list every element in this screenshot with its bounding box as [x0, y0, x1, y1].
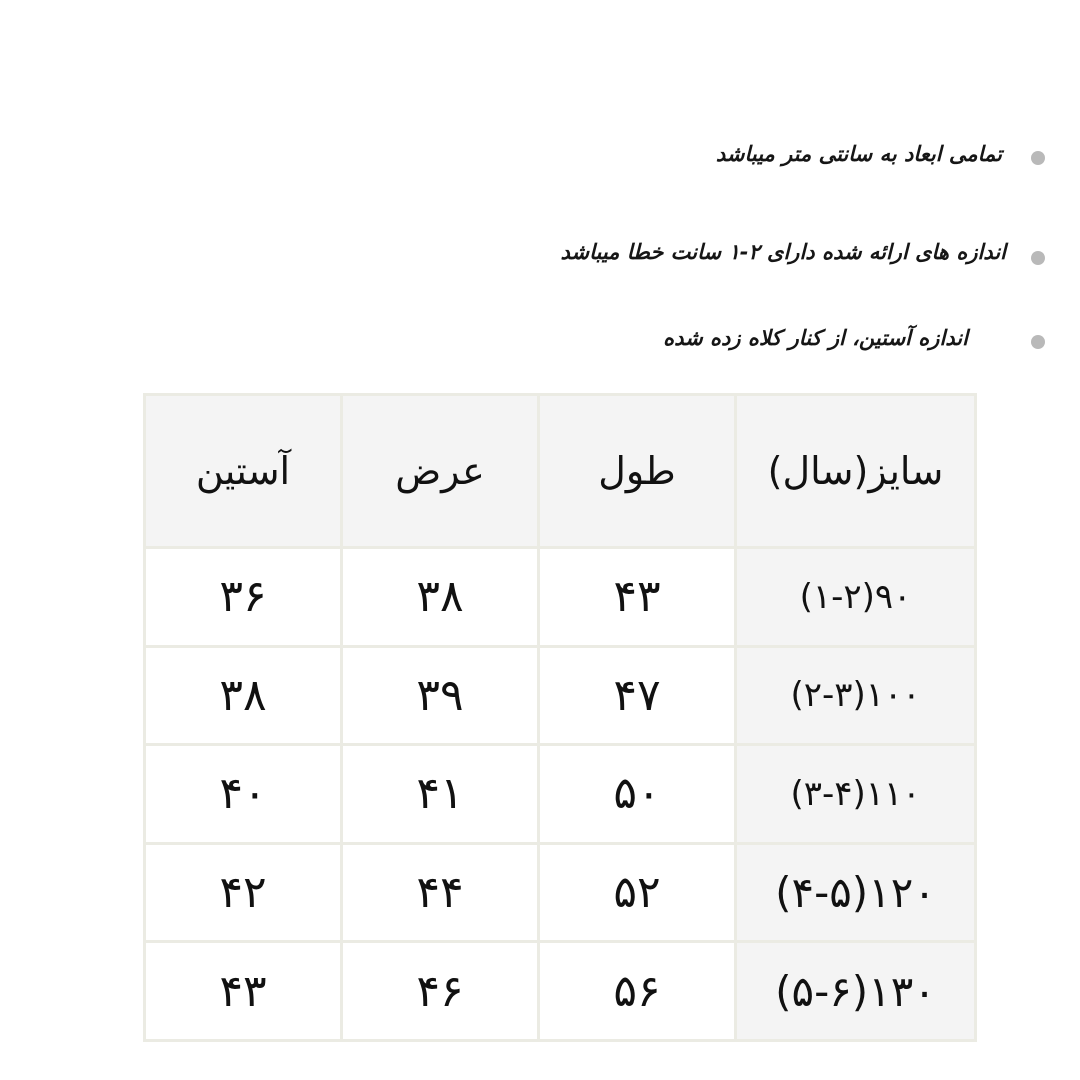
size-cell: ۱۱۰(۳-۴) [736, 745, 976, 844]
length-cell: ۵۲ [539, 843, 736, 942]
sleeve-cell: ۴۲ [145, 843, 342, 942]
table-row [145, 942, 976, 1041]
length-cell: ۴۳ [539, 548, 736, 647]
width-cell: ۴۶ [342, 942, 539, 1041]
sleeve-cell: ۴۰ [145, 745, 342, 844]
note-item [716, 142, 1002, 166]
table-row [145, 843, 976, 942]
size-cell: ۱۰۰(۲-۳) [736, 646, 976, 745]
size-chart-table [143, 393, 977, 1042]
sleeve-cell: ۳۶ [145, 548, 342, 647]
header-width: عرض [342, 395, 539, 548]
width-cell: ۳۹ [342, 646, 539, 745]
size-cell: ۹۰(۱-۲) [736, 548, 976, 647]
note-text: تمامی ابعاد به سانتی متر میباشد [715, 142, 1002, 166]
length-cell: ۴۷ [539, 646, 736, 745]
width-cell: ۳۸ [342, 548, 539, 647]
bullet-icon [1031, 335, 1045, 349]
note-text: اندازه های ارائه شده دارای ۲-۱ سانت خطا میباشد [560, 240, 1006, 264]
bullet-icon [1031, 251, 1045, 265]
sleeve-cell: ۴۳ [145, 942, 342, 1041]
note-item [560, 240, 1006, 264]
width-cell: ۴۱ [342, 745, 539, 844]
size-cell: ۱۳۰(۵-۶) [736, 942, 976, 1041]
bullet-icon [1031, 151, 1045, 165]
table-row [145, 745, 976, 844]
length-cell: ۵۰ [539, 745, 736, 844]
length-cell: ۵۶ [539, 942, 736, 1041]
table-row [145, 548, 976, 647]
sleeve-cell: ۳۸ [145, 646, 342, 745]
size-cell: ۱۲۰(۴-۵) [736, 843, 976, 942]
header-length: طول [539, 395, 736, 548]
note-text: اندازه آستین، از کنار کلاه زده شده [663, 326, 968, 350]
notes-section [0, 0, 1080, 380]
note-item [663, 326, 968, 350]
header-size: سایز(سال) [736, 395, 976, 548]
width-cell: ۴۴ [342, 843, 539, 942]
table-row [145, 646, 976, 745]
header-sleeve: آستین [145, 395, 342, 548]
table-header-row [145, 395, 976, 548]
